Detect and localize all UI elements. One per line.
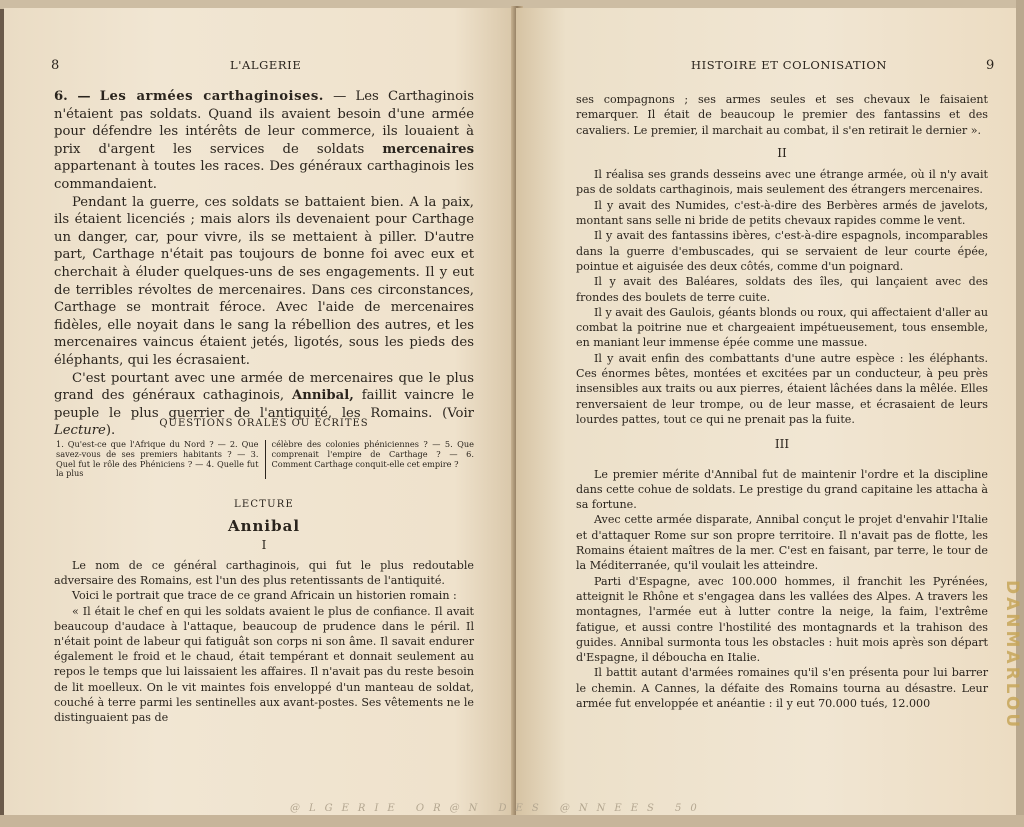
left-running-head: L'ALGERIE (230, 58, 302, 72)
paragraph-text: — Les Carthaginois n'étaient pas soldats. Quand ils avaient besoin d'une armée pour défendre les intérêts de leur commerce, ils louaient à prix d'argent les services de soldats (54, 89, 475, 157)
questions-title: QUESTIONS ORALES OU ÉCRITES (159, 418, 369, 429)
roman-numeral-2: II (777, 145, 787, 160)
italic-term: Lecture (54, 423, 106, 439)
section3-paragraph: Le premier mérite d'Annibal fut de maintenir l'ordre et la discipline dans cette cohue de soldats. Le prestige du grand capitaine les attacha à sa fortune. (576, 467, 988, 512)
lecture-paragraph: « Il était le chef en qui les soldats avaient le plus de confiance. Il avait beaucoup d'audace à l'attaque, beaucoup de prudence dans le péril. Il n'était point de labeur qui fatiguât son corps ni son âme. Il savait endurer également le froid et le chaud, était tempérant et donnait seulement au repos le temps que lui laissaient les affaires. Il n'avait pas du reste besoin de lit moelleux. On le vit maintes fois enveloppé d'un manteau de soldat, couché à terre parmi les sentinelles aux avant-postes. Ses vêtements ne le distinguaient pas de (54, 604, 474, 725)
roman-numeral-3: III (774, 437, 790, 452)
section-title: Les armées carthaginoises. (99, 89, 324, 104)
section-number: 6. — (54, 89, 91, 104)
section3-paragraph: Parti d'Espagne, avec 100.000 hommes, il franchit les Pyrénées, atteignit le Rhône et s'engagea dans les vallées des Alpes. A travers les montagnes, l'armée eut à lutter contre la neige, la faim, l'extrême fatigue, et aussi contre l'hostilité des montagnards et la trahison des guides. Annibal surmonta tous les obstacles : huit mois après son départ d'Espagne, il déboucha en Italie. (576, 574, 988, 665)
collection-stamp: DANMARLOU (1002, 580, 1022, 731)
section2-paragraph: Il y avait des Gaulois, géants blonds ou roux, qui affectaient d'aller au combat la poitrine nue et chargeaient impétueusement, tous ensemble, en maniant leur immense épée comme une massue. (576, 305, 988, 350)
section-paragraph-3 (54, 370, 474, 440)
section3-paragraph: Avec cette armée disparate, Annibal conçut le projet d'envahir l'Italie et d'attaquer Rome sur son propre territoire. Il n'avait pas de flotte, les Romains étaient maîtres de la mer. C'est en faisant, par terre, le tour de la Méditerranée, qu'il voulait les atteindre. (576, 513, 988, 573)
left-section-text (54, 88, 474, 440)
section3-paragraph: Il battit autant d'armées romaines qu'il s'en présenta pour lui barrer le chemin. A Cannes, la défaite des Romains tourna au désastre. Leur armée fut enveloppée et anéantie : il y eut 70.000 tués, 12.000 (576, 666, 988, 710)
paragraph-text: faillit vaincre le peuple le plus guerrier de l'antiquité, les Romains. (Voir (54, 388, 474, 421)
watermark: @LGERIE OR@N DES @NNEES 50 (290, 803, 706, 814)
questions-column-2: célèbre des colonies phéniciennes ? — 5. Que comprenait l'empire de Carthage ? — 6. Comment Carthage conquit-elle cet empire ? (271, 439, 474, 469)
roman-numeral-1: I (261, 538, 267, 552)
lecture-paragraph: Voici le portrait que trace de ce grand Africain un historien romain : (72, 589, 457, 603)
right-running-head: HISTOIRE ET COLONISATION (691, 58, 888, 72)
paragraph-text: ). (105, 423, 116, 439)
bottom-edge (0, 815, 1024, 827)
left-page-number: 8 (51, 58, 60, 73)
lecture-label: LECTURE (234, 499, 294, 510)
bold-term: mercenaires (382, 141, 474, 157)
bold-term: Annibal, (292, 388, 354, 404)
right-page (516, 8, 1016, 816)
paragraph-text: C'est pourtant avec une armée de mercenaires que le plus grand des généraux cathaginois, (54, 370, 474, 404)
paragraph-text: appartenant à toutes les races. Des généraux carthaginois les commandaient. (54, 159, 474, 192)
section2-paragraph: Il réalisa ses grands desseins avec une étrange armée, où il n'y avait pas de soldats carthaginois, mais seulement des étrangers mercenaires. (576, 168, 988, 197)
lecture-title: Annibal (227, 517, 301, 535)
left-page (4, 8, 516, 816)
right-text (576, 92, 988, 711)
lecture-text (54, 558, 474, 725)
section2-paragraph: Il y avait des Numides, c'est-à-dire des Berbères armés de javelots, montant sans selle ni bride de petits chevaux rapides comme le vent. (576, 198, 988, 228)
continuation-paragraph: ses compagnons ; ses armes seules et ses chevaux le faisaient remarquer. Il était de beaucoup le premier des fantassins et des cavaliers. Le premier, il marchait au combat, il s'en retirait le dernier ». (576, 93, 988, 137)
questions-block (56, 440, 474, 479)
section2-paragraph: Il y avait des Baléares, soldats des îles, qui lançaient avec des frondes des boulets de terre cuite. (576, 275, 988, 304)
section2-paragraph: Il y avait enfin des combattants d'une autre espèce : les éléphants. Ces énormes bêtes, montées et excitées par un conducteur, à peu près insensibles aux traits ou aux pierres, étaient lâchées dans la mêlée. Elles renversaient de leur trompe, ou de leur masse, et écrasaient de leurs lourdes pattes, tout ce qui ne prenait pas la fuite. (576, 351, 988, 426)
right-page-number: 9 (986, 58, 995, 73)
section2-paragraph: Il y avait des fantassins ibères, c'est-à-dire espagnols, incomparables dans la guerre d'embuscades, qui se servaient de leur courte épée, pointue et aiguisée des deux côtés, comme d'un poignard. (576, 229, 988, 273)
questions-column-1: 1. Qu'est-ce que l'Afrique du Nord ? — 2. Que savez-vous de ses premiers habitants ? — 3. Quel fut le rôle des Phéniciens ? — 4. Quelle fut la plus (56, 440, 266, 479)
section-paragraph-2: Pendant la guerre, ces soldats se battaient bien. A la paix, ils étaient licenciés ; mais alors ils devenaient pour Carthage un danger, car, pour vivre, ils se mettaient à piller. D'autre part, Carthage n'était pas toujours de bonne foi avec eux et cherchait à éluder quelques-uns de ses engagements. Il y eut de terribles révoltes de mercenaires. Dans ces circonstances, Carthage se montrait féroce. Avec l'aide de mercenaires fidèles, elle noyait dans le sang la rébellion des autres, et les mercenaires vaincus étaient jetés, ligotés, sous les pieds des éléphants, qui les écrasaient. (54, 194, 474, 368)
lecture-paragraph: Le nom de ce général carthaginois, qui fut le plus redoutable adversaire des Romains, est l'un des plus retentissants de l'antiquité. (54, 559, 474, 588)
section-paragraph-1 (54, 88, 474, 194)
